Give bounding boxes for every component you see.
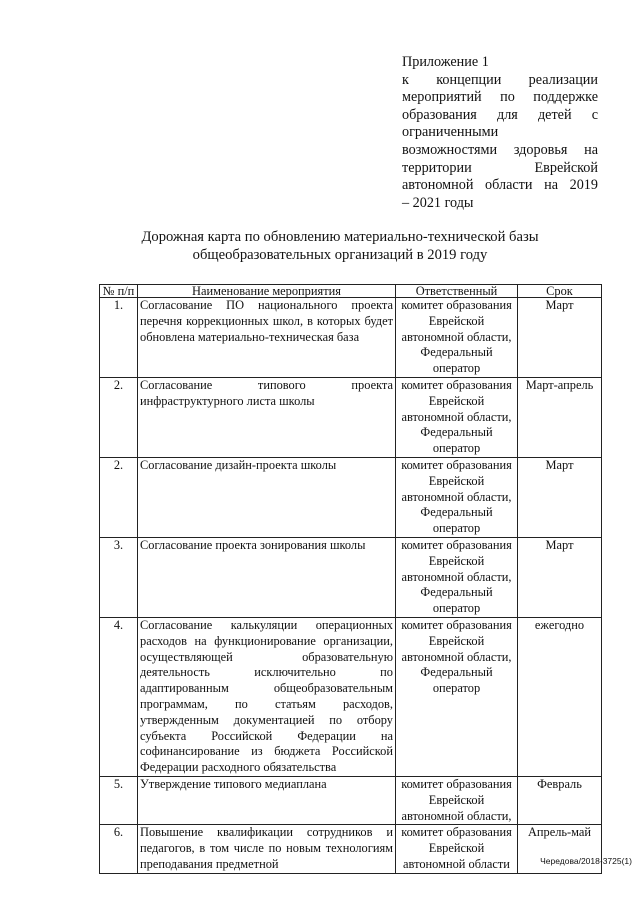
- row-term: ежегодно: [518, 617, 602, 776]
- table-row: [100, 617, 602, 776]
- row-name: Повышение квалификации сотрудников и педагогов, в том числе по новым технологиям преподавания предметной: [138, 825, 396, 873]
- table-row: [100, 776, 602, 824]
- title-line-2: общеобразовательных организаций в 2019 году: [192, 246, 488, 263]
- roadmap-table: [99, 284, 602, 874]
- table-row: [100, 825, 602, 873]
- row-responsible: комитет образования Еврейской автономной области, Федеральный оператор: [396, 377, 518, 457]
- appendix-heading: Приложение 1: [402, 54, 489, 70]
- row-name: Согласование дизайн-проекта школы: [138, 457, 396, 537]
- appendix-line: к концепции реализации: [402, 71, 598, 88]
- row-num: 2.: [100, 457, 138, 537]
- row-num: 3.: [100, 537, 138, 617]
- row-term: Март: [518, 298, 602, 378]
- row-term: Апрель-май: [518, 825, 602, 873]
- header-name: Наименование мероприятия: [138, 285, 396, 298]
- row-responsible: комитет образования Еврейской автономной области: [396, 825, 518, 873]
- header-term: Срок: [518, 285, 602, 298]
- row-name: Утверждение типового медиаплана: [138, 776, 396, 824]
- table-header-row: [100, 285, 602, 298]
- row-responsible: комитет образования Еврейской автономной области, Федеральный оператор: [396, 617, 518, 776]
- appendix-block: [402, 54, 598, 212]
- appendix-line: территории Еврейской: [402, 159, 598, 176]
- row-name: Согласование типового проекта инфраструктурного листа школы: [138, 377, 396, 457]
- table-row: [100, 537, 602, 617]
- row-num: 2.: [100, 377, 138, 457]
- row-responsible: комитет образования Еврейской автономной области,: [396, 776, 518, 824]
- row-num: 6.: [100, 825, 138, 873]
- appendix-line: – 2021 годы: [402, 194, 474, 211]
- row-term: Март-апрель: [518, 377, 602, 457]
- row-responsible: комитет образования Еврейской автономной области, Федеральный оператор: [396, 537, 518, 617]
- header-responsible: Ответственный: [396, 285, 518, 298]
- table-row: [100, 377, 602, 457]
- document-code: Чередова/2018-3725(1): [540, 856, 632, 866]
- document-title: [120, 229, 560, 264]
- row-term: Март: [518, 537, 602, 617]
- row-name: Согласование ПО национального проекта перечня коррекционных школ, в которых будет обновлена материально-техническая база: [138, 298, 396, 378]
- table-row: [100, 457, 602, 537]
- row-num: 4.: [100, 617, 138, 776]
- appendix-line: возможностями здоровья на: [402, 141, 598, 158]
- row-num: 1.: [100, 298, 138, 378]
- row-term: Февраль: [518, 776, 602, 824]
- appendix-line: образования для детей с: [402, 106, 598, 123]
- title-line-1: Дорожная карта по обновлению материально-технической базы: [141, 229, 539, 245]
- row-name: Согласование проекта зонирования школы: [138, 537, 396, 617]
- row-term: Март: [518, 457, 602, 537]
- row-name: Согласование калькуляции операционных расходов на функционирование организации, осуществляющей образовательную деятельность исключительно по адаптированным общеобразовательным программам, по статьям расходов, утвержденным документацией по отбору субъекта Российской Федерации на софинансирование из бюджета Российской Федерации расходного обязательства: [138, 617, 396, 776]
- row-num: 5.: [100, 776, 138, 824]
- appendix-line: ограниченными: [402, 124, 499, 141]
- appendix-line: автономной области на 2019: [402, 177, 598, 194]
- row-responsible: комитет образования Еврейской автономной области, Федеральный оператор: [396, 298, 518, 378]
- header-num: № п/п: [100, 285, 138, 298]
- table-row: [100, 298, 602, 378]
- row-responsible: комитет образования Еврейской автономной области, Федеральный оператор: [396, 457, 518, 537]
- appendix-line: мероприятий по поддержке: [402, 89, 598, 106]
